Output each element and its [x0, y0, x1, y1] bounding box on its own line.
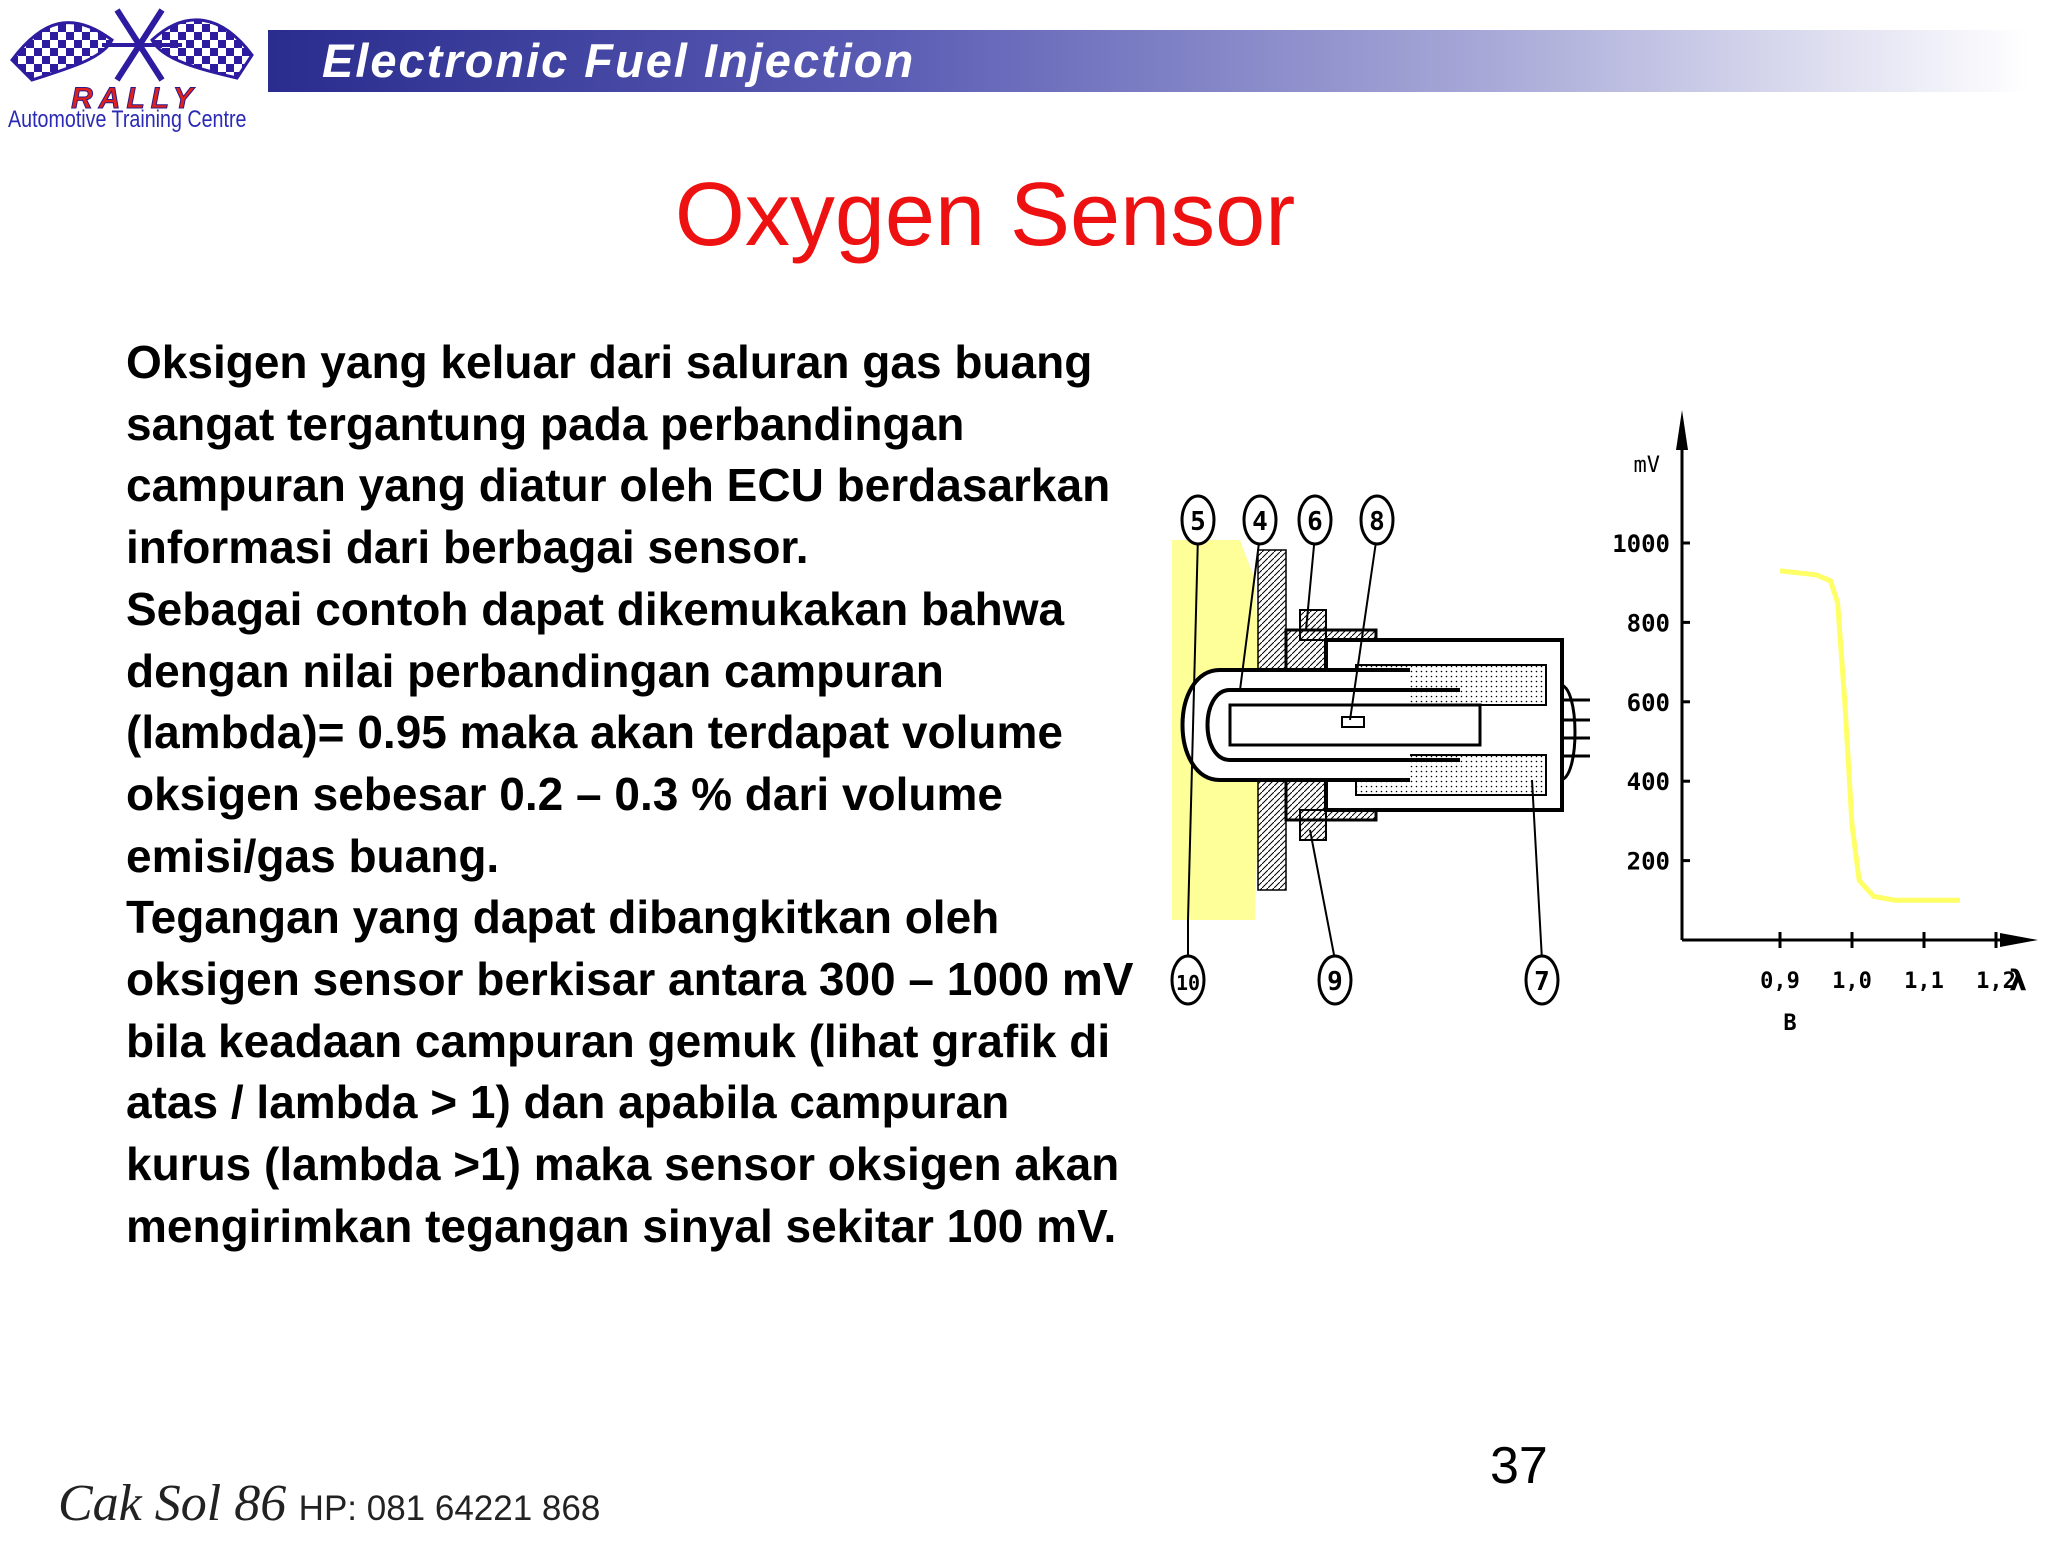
y-tick-label: 200	[1626, 847, 1670, 876]
voltage-lambda-chart	[1600, 400, 2040, 1040]
part-label-8: 8	[1369, 507, 1385, 537]
y-tick-label: 400	[1626, 768, 1670, 797]
x-tick-sublabel: B	[1783, 1011, 1797, 1036]
y-axis-label: mV	[1633, 453, 1660, 478]
paragraph-2: Sebagai contoh dapat dikemukakan bahwa dengan nilai perbandingan campuran (lambda)= 0.95 maka akan terdapat volume oksigen sebesar 0.2 – 0.3 % dari volume emisi/gas buang.	[126, 582, 1065, 882]
y-tick-label: 800	[1626, 609, 1670, 638]
contact-element	[1342, 717, 1364, 727]
footer-signature: Cak Sol 86	[58, 1475, 287, 1532]
voltage-curve	[1780, 571, 1960, 901]
oxygen-sensor-diagram	[1160, 480, 1600, 1020]
x-axis-label: λ	[2009, 964, 2027, 997]
paragraph-3: Tegangan yang dapat dibangkitkan oleh oksigen sensor berkisar antara 300 – 1000 mV bila keadaan campuran gemuk (lihat grafik di atas / lambda > 1) dan apabila campuran kurus (lambda >1) maka sensor oksigen akan mengirimkan tegangan sinyal sekitar 100 mV.	[126, 891, 1134, 1252]
x-tick-label: 1,0	[1832, 969, 1872, 994]
slide-title: Oxygen Sensor	[674, 165, 1296, 265]
housing-hex-upper	[1300, 610, 1326, 640]
y-tick-label: 600	[1626, 688, 1670, 717]
housing-hex-lower	[1300, 810, 1326, 840]
x-tick-label: 1,1	[1904, 969, 1944, 994]
footer	[58, 1474, 600, 1546]
part-label-4: 4	[1252, 507, 1268, 537]
axis-ticks	[1612, 530, 2016, 994]
part-label-6: 6	[1307, 507, 1323, 537]
x-tick-label: 1,2	[1976, 969, 2016, 994]
part-label-10: 10	[1175, 971, 1201, 995]
logo-brand-text: RALLY	[71, 82, 199, 115]
x-tick-label: 0,9	[1760, 969, 1800, 994]
footer-phone: HP: 081 64221 868	[298, 1489, 601, 1528]
header-title: Electronic Fuel Injection	[322, 34, 916, 87]
page-number: 37	[1490, 1437, 1548, 1495]
part-label-9: 9	[1327, 967, 1343, 997]
y-tick-label: 1000	[1612, 530, 1670, 558]
part-label-7: 7	[1534, 967, 1550, 997]
part-label-5: 5	[1190, 507, 1206, 537]
body-text	[126, 332, 1146, 1258]
y-axis-arrow-icon	[1676, 410, 1688, 450]
logo-subtitle: Automotive Training Centre	[8, 106, 247, 133]
x-axis-arrow-icon	[2000, 933, 2038, 947]
paragraph-1: Oksigen yang keluar dari saluran gas buang sangat tergantung pada perbandingan campuran yang diatur oleh ECU berdasarkan informasi dari berbagai sensor.	[126, 336, 1111, 574]
